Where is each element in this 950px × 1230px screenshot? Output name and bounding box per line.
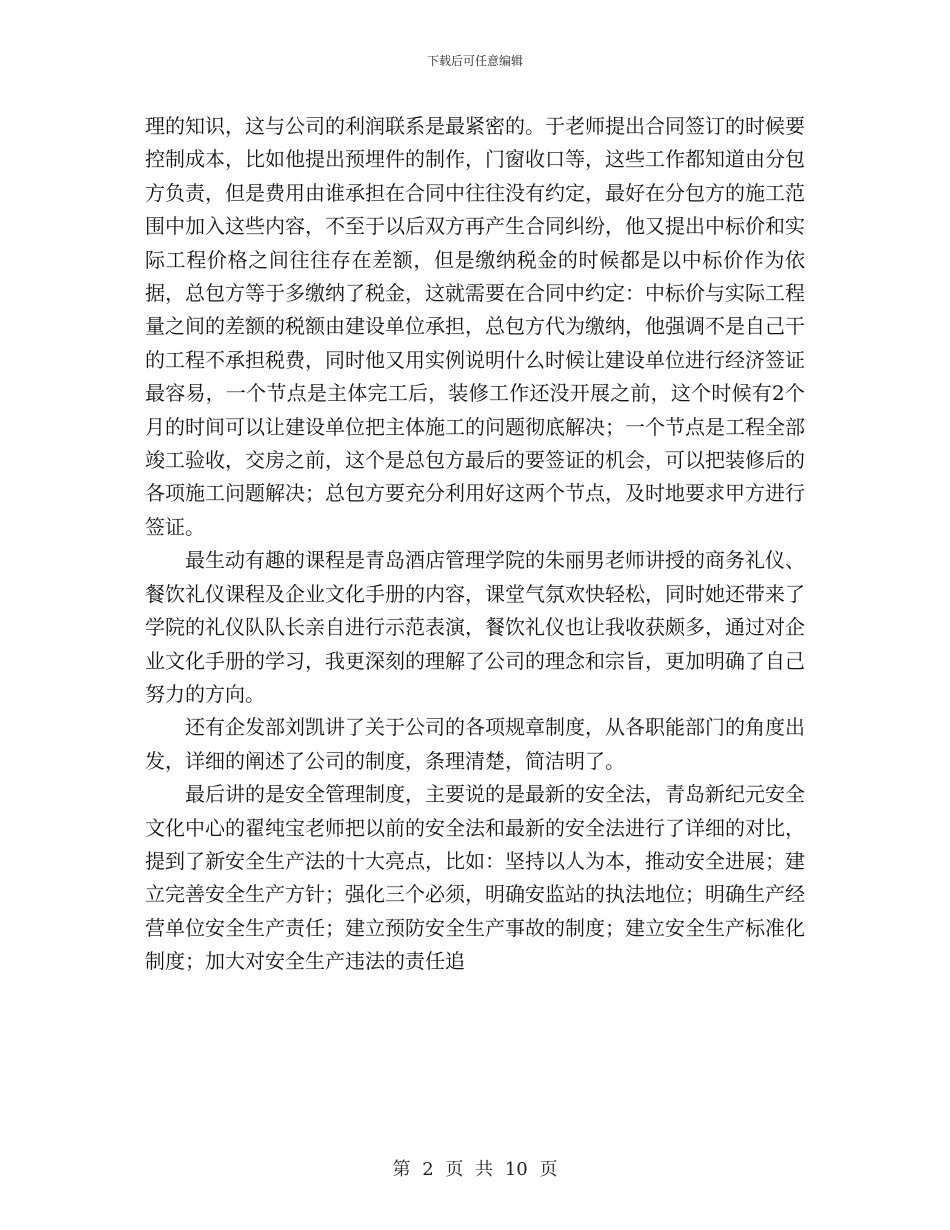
paragraph-company-rules: 还有企发部刘凯讲了关于公司的各项规章制度，从各职能部门的角度出发，详细的阐述了公司的制度，条理清楚，简洁明了。: [145, 715, 805, 773]
download-edit-note: 下载后可任意编辑: [426, 54, 523, 68]
paragraph-contract-knowledge: 理的知识，这与公司的利润联系是最紧密的。于老师提出合同签订的时候要控制成本，比如他提出预埋件的制作，门窗收口等，这些工作都知道由分包方负责，但是费用由谁承担在合同中往往没有约定，最好在分包方的施工范围中加入这些内容，不至于以后双方再产生合同纠纷，他又提出中标价和实际工程价格之间往往存在差额，但是缴纳税金的时候都是以中标价作为依据，总包方等于多缴纳了税金，这就需要在合同中约定：中标价与实际工程量之间的差额的税额由建设单位承担，总包方代为缴纳，他强调不是自己干的工程不承担税费，同时他又用实例说明什么时候让建设单位进行经济签证最容易，一个节点是主体完工后，装修工作还没开展之前，这个时候有2个月的时间可以让建设单位把主体施工的问题彻底解决；一个节点是工程全部竣工验收，交房之前，这个是总包方最后的要签证的机会，可以把装修后的各项施工问题解决；总包方要充分利用好这两个节点，及时地要求甲方进行签证。: [145, 114, 805, 539]
paragraph-safety-management: 最后讲的是安全管理制度，主要说的是最新的安全法，青岛新纪元安全文化中心的翟纯宝老师把以前的安全法和最新的安全法进行了详细的对比，提到了新安全生产法的十大亮点，比如：坚持以人为本，推动安全进展；建立完善安全生产方针；强化三个必须，明确安监站的执法地位；明确生产经营单位安全生产责任；建立预防安全生产事故的制度；建立安全生产标准化制度；加大对安全生产违法的责任追: [145, 782, 805, 974]
page-number-footer: 第 2 页 共 10 页: [392, 1159, 558, 1180]
paragraph-etiquette-course: 最生动有趣的课程是青岛酒店管理学院的朱丽男老师讲授的商务礼仪、餐饮礼仪课程及企业文化手册的内容，课堂气氛欢快轻松，同时她还带来了学院的礼仪队队长亲自进行示范表演，餐饮礼仪也让我收获颇多，通过对企业文化手册的学习，我更深刻的理解了公司的理念和宗旨，更加明确了自己努力的方向。: [145, 548, 805, 706]
document-body: [145, 110, 805, 979]
